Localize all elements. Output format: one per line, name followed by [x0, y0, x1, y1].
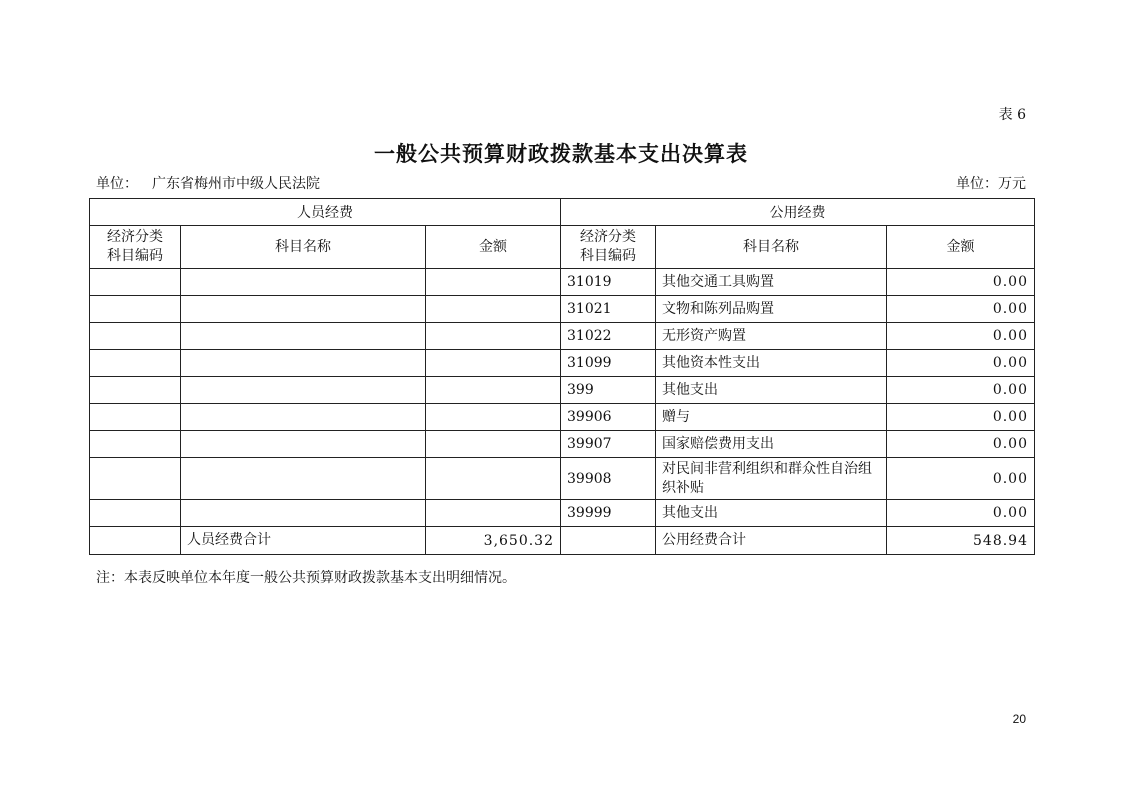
- table-row: [90, 431, 1035, 458]
- footnote: 注：本表反映单位本年度一般公共预算财政拨款基本支出明细情况。: [96, 570, 516, 586]
- code-cell: 39908: [561, 458, 656, 500]
- code-cell: 31021: [561, 296, 656, 323]
- code-cell: 39906: [561, 404, 656, 431]
- column-header-code: 经济分类 科目编码: [561, 226, 656, 269]
- unit-info: [96, 173, 320, 193]
- amount-cell: 0.00: [887, 431, 1035, 458]
- name-cell: 国家赔偿费用支出: [656, 431, 887, 458]
- personnel-total-label: 人员经费合计: [181, 527, 426, 555]
- section-header-public: 公用经费: [561, 199, 1035, 226]
- amount-cell: 0.00: [887, 269, 1035, 296]
- currency-unit: 单位：万元: [956, 176, 1026, 192]
- name-cell: 其他交通工具购置: [656, 269, 887, 296]
- table-row: [90, 404, 1035, 431]
- name-cell: 赠与: [656, 404, 887, 431]
- code-cell: 31099: [561, 350, 656, 377]
- table-row: [90, 269, 1035, 296]
- table-row: [90, 323, 1035, 350]
- personnel-total-amount: 3,650.32: [426, 527, 561, 555]
- table-row: [90, 500, 1035, 527]
- amount-cell: 0.00: [887, 458, 1035, 500]
- page-title: 一般公共预算财政拨款基本支出决算表: [374, 141, 748, 166]
- column-header-amount: 金额: [887, 226, 1035, 269]
- public-total-amount: 548.94: [887, 527, 1035, 555]
- table-row: [90, 296, 1035, 323]
- code-cell: 39999: [561, 500, 656, 527]
- column-header-name: 科目名称: [656, 226, 887, 269]
- code-cell: 39907: [561, 431, 656, 458]
- table-row: [90, 350, 1035, 377]
- name-cell: 其他支出: [656, 500, 887, 527]
- column-header-amount: 金额: [426, 226, 561, 269]
- code-cell: 31019: [561, 269, 656, 296]
- amount-cell: 0.00: [887, 296, 1035, 323]
- page-number: 20: [1012, 712, 1026, 726]
- column-header-code: 经济分类 科目编码: [90, 226, 181, 269]
- code-cell: 31022: [561, 323, 656, 350]
- table-row: [90, 458, 1035, 500]
- table-number: 表 6: [998, 107, 1026, 123]
- public-total-label: 公用经费合计: [656, 527, 887, 555]
- amount-cell: 0.00: [887, 323, 1035, 350]
- name-cell: 无形资产购置: [656, 323, 887, 350]
- unit-label: 单位：: [96, 176, 138, 192]
- expenditure-table: [89, 198, 1035, 555]
- amount-cell: 0.00: [887, 500, 1035, 527]
- amount-cell: 0.00: [887, 350, 1035, 377]
- code-cell: 399: [561, 377, 656, 404]
- column-header-name: 科目名称: [181, 226, 426, 269]
- totals-row: [90, 527, 1035, 555]
- section-header-personnel: 人员经费: [90, 199, 561, 226]
- unit-name: 广东省梅州市中级人民法院: [152, 176, 320, 192]
- amount-cell: 0.00: [887, 404, 1035, 431]
- name-cell: 其他资本性支出: [656, 350, 887, 377]
- name-cell: 对民间非营利组织和群众性自治组织补贴: [656, 458, 887, 500]
- amount-cell: 0.00: [887, 377, 1035, 404]
- name-cell: 文物和陈列品购置: [656, 296, 887, 323]
- name-cell: 其他支出: [656, 377, 887, 404]
- table-row: [90, 377, 1035, 404]
